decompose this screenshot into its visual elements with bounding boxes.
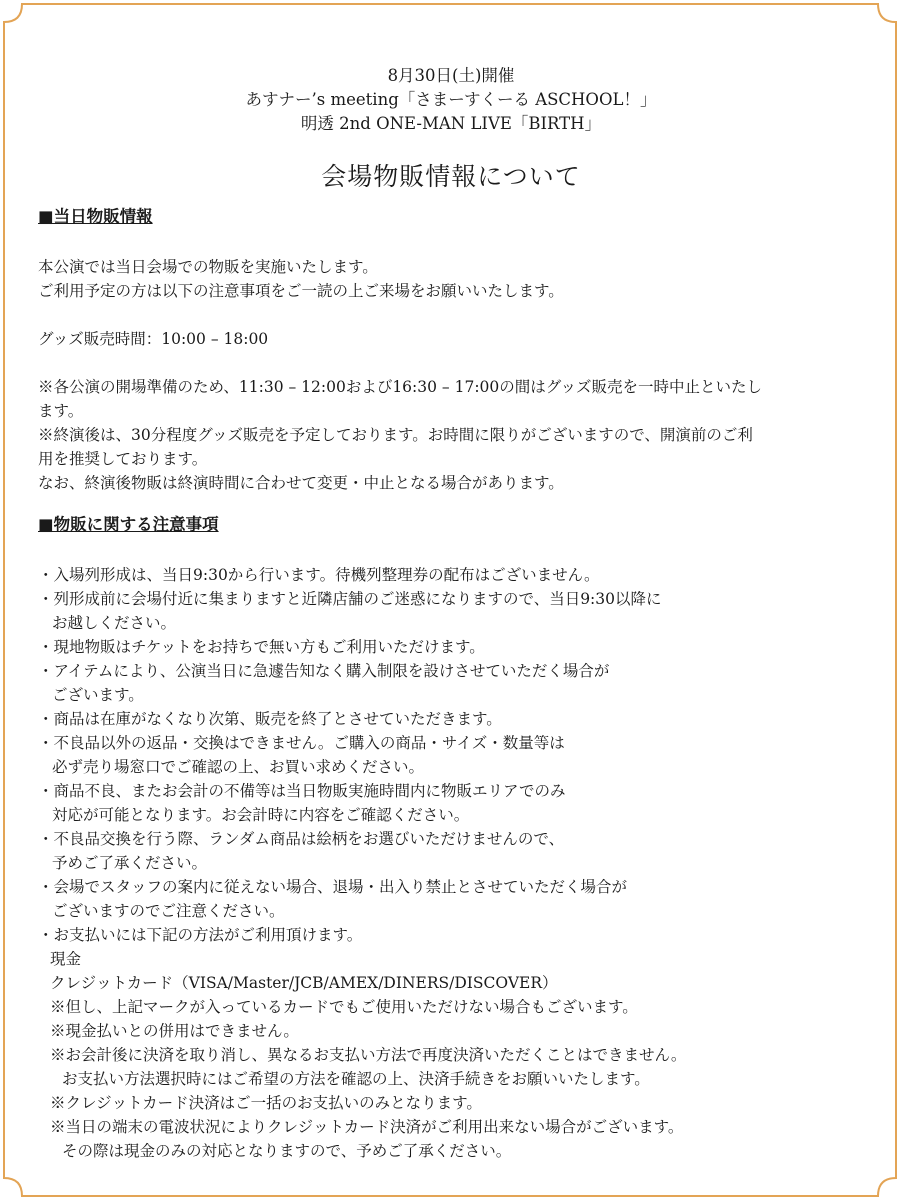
list-item: ・お支払いには下記の方法がご利用頂けます。: [38, 926, 363, 944]
event-name: あすナー’s meeting「さまーすくーる ASCHOOL！」: [245, 90, 657, 109]
live-name: 明透 2nd ONE-MAN LIVE「BIRTH」: [300, 114, 602, 133]
payment-note: ※クレジットカード決済はご一括のお支払いのみとなります。: [50, 1094, 482, 1112]
list-item: ・不良品以外の返品・交換はできません。ご購入の商品・サイズ・数量等は 必ず売り場窓口でご確認の上、お買い求めください。: [38, 734, 565, 776]
list-item: ・商品は在庫がなくなり次第、販売を終了とさせていただきます。: [38, 710, 502, 728]
list-item: ・商品不良、またお会計の不備等は当日物販実施時間内に物販エリアでのみ 対応が可能となります。お会計時に内容をご確認ください。: [38, 782, 566, 824]
payment-method: クレジットカード（VISA/Master/JCB/AMEX/DINERS/DISCOVER）: [50, 974, 558, 992]
payment-note: ※但し、上記マークが入っているカードでもご使用いただけない場合もございます。: [50, 998, 638, 1016]
note-line: 用を推奨しております。: [38, 450, 208, 468]
list-item: ・列形成前に会場付近に集まりますと近隣店舗のご迷惑になりますので、当日9:30以降に お越しください。: [38, 590, 662, 632]
page-title: 会場物販情報について: [321, 162, 581, 191]
sales-hours: グッズ販売時間：10:00 – 18:00: [38, 330, 269, 348]
note-line: なお、終演後物販は終演時間に合わせて変更・中止となる場合があります。: [38, 474, 564, 492]
event-date: 8月30日(土)開催: [387, 66, 515, 85]
payment-note: ※現金払いとの併用はできません。: [50, 1022, 299, 1040]
intro-line: ご利用予定の方は以下の注意事項をご一読の上ご来場をお願いいたします。: [38, 282, 564, 300]
payment-methods: [38, 947, 864, 995]
note-line: ます。: [38, 402, 84, 420]
list-item: ・入場列形成は、当日9:30から行います。待機列整理券の配布はございません。: [38, 566, 600, 584]
payment-note-continued: お支払い方法選択時にはご希望の方法を確認の上、決済手続きをお願いいたします。: [62, 1070, 650, 1088]
list-item: ・現地物販はチケットをお持ちで無い方もご利用いただけます。: [38, 638, 485, 656]
payment-note: ※お会計後に決済を取り消し、異なるお支払い方法で再度決済いただくことはできません。: [50, 1046, 687, 1064]
payment-method: 現金: [50, 950, 82, 968]
event-header: [38, 64, 864, 136]
payment-note-continued: その際は現金のみの対応となりますので、予めご了承ください。: [62, 1142, 512, 1160]
list-item: ・アイテムにより、公演当日に急遽告知なく購入制限を設けさせていただく場合が ございます。: [38, 662, 610, 704]
notice-list: [38, 563, 864, 947]
payment-note: ※当日の端末の電波状況によりクレジットカード決済がご利用出来ない場合がございます。: [50, 1118, 684, 1136]
note-line: ※終演後は、30分程度グッズ販売を予定しております。お時間に限りがございますので、開演前のご利: [38, 426, 753, 444]
payment-notes: [38, 995, 864, 1163]
list-item: ・不良品交換を行う際、ランダム商品は絵柄をお選びいただけませんので、 予めご了承ください。: [38, 830, 565, 872]
section-heading-sales-info: ■当日物販情報: [38, 207, 153, 226]
section-heading-notices: ■物販に関する注意事項: [38, 515, 219, 534]
list-item: ・会場でスタッフの案内に従えない場合、退場・出入り禁止とさせていただく場合が ございますのでご注意ください。: [38, 878, 628, 920]
note-line: ※各公演の開場準備のため、11:30 – 12:00および16:30 – 17:00の間はグッズ販売を一時中止といたし: [38, 378, 762, 396]
intro-line: 本公演では当日会場での物販を実施いたします。: [38, 258, 378, 276]
